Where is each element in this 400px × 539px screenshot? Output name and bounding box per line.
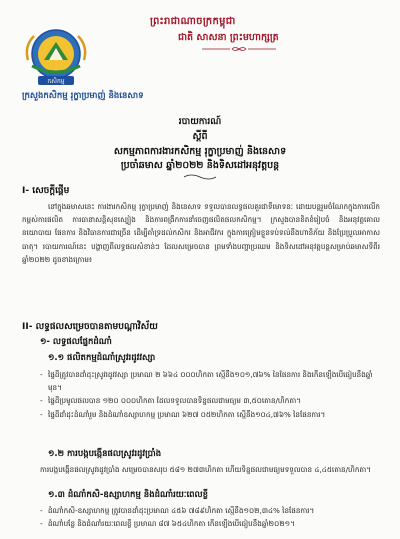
report-period: ប្រចាំឆមាស ឆ្នាំ២០២២ និងទិសដៅអនុវត្តបន្ត xyxy=(120,160,280,171)
section-heading-results: II- លទ្ធផលសម្រេចបានតាមបណ្តាវិស័យ xyxy=(22,322,158,332)
subsection-crops: ១- លទ្ធផលផ្នែកដំណាំ xyxy=(40,337,112,347)
wet-season-bullet-list xyxy=(40,368,380,421)
ministry-name: ក្រសួងកសិកម្ម រុក្ខាប្រមាញ់ និងនេសាទ xyxy=(22,91,144,101)
title-ornament-icon xyxy=(182,173,218,181)
list-item: - ដំណាំកសិ-ឧស្សាហកម្ម ត្រូវបានដាំដុះប្រមាណ ៤៥៦ ៧៨៩ហិកតា ស្មើនឹង១០២,៣៤% នៃផែនការ។ xyxy=(40,504,380,517)
subsection-industrial-crops: ១.៣ ដំណាំកសិ-ឧស្សាហកម្ម និងដំណាំរយៈពេលខ្លី xyxy=(48,490,209,500)
list-item: - ផ្ទៃដីត្រូវបានដាំដុះស្រូវរដូវវស្សា ប្រមាណ ២ ៦៦៤ ០០០ហិកតា ស្មើនឹង១០១,៧៦% នៃផែនការ និងកើនឡើងបើធៀបនឹងឆ្នាំមុន។ xyxy=(40,368,380,394)
list-item: - ដំណាំបន្លែ និងដំណាំរយៈពេលខ្លី ប្រមាណ ៨៧ ៦៥៤ហិកតា កើនឡើងបើធៀបនឹងឆ្នាំ២០២១។ xyxy=(40,517,380,530)
list-item: - ផ្ទៃដីដាំដុះដំណាំរួម និងដំណាំឧស្សាហកម្ម ប្រមាណ ៦២៧ ០៥២ហិកតា ស្មើនឹង១០៤,៧៦% នៃផែនការ។ xyxy=(40,408,380,421)
dry-season-paragraph: ការបង្កបង្កើនផលស្រូវរដូវប្រាំង សម្រេចបានសរុប ៥៨១ ២៧៣ហិកតា ហើយទិន្នផលជាមធ្យមទទួលបាន ៤,៤៥តោន/ហិកតា។ xyxy=(40,465,372,474)
national-motto: ជាតិ សាសនា ព្រះមហាក្សត្រ xyxy=(178,32,279,43)
industrial-crops-bullet-list xyxy=(40,504,380,530)
about-label: ស្តីពី xyxy=(192,131,208,142)
subsection-wet-season-rice: ១.១ ផលិតកម្មដំណាំស្រូវរដូវវស្សា xyxy=(48,353,156,363)
report-label: របាយការណ៍ xyxy=(178,117,222,127)
logo-text: កសិកម្ម xyxy=(47,78,65,85)
section-heading-introduction: I- សេចក្តីផ្តើម xyxy=(22,186,70,196)
ornament-divider-icon xyxy=(200,46,278,52)
introduction-paragraph: នៅក្នុងឆមាសនេះ ការងារកសិកម្ម រុក្ខាប្រមាញ់ និងនេសាទ ទទួលបានលទ្ធផលគួរជាទីមោទនៈ ដោយបន្តរួមចំណែកក្នុងការលើកកម្ពស់ការផលិត ការធានាសន្តិសុខស្បៀង និងការពង្រីកការនាំចេញផលិតផលកសិកម្ម។ ក្រសួងបានខិតខំរៀបចំ និងអនុវត្តគោលនយោបាយ ផែនការ និងវិធានការជាច្រើន ដើម្បីគាំទ្រដល់កសិករ និងអាជីវករ ក្នុងការត្រៀមខ្លួនទប់ទល់នឹងហានិភ័យ និងប្រែប្រួលអាកាសធាតុ។ របាយការណ៍នេះ បង្ហាញពីលទ្ធផលសំខាន់ៗ ដែលសម្រេចបាន ព្រមទាំងបញ្ហាប្រឈម និងទិសដៅអនុវត្តបន្តសម្រាប់ឆមាសទីពីរ ឆ្នាំ២០២២ ដូចខាងក្រោម៖ xyxy=(22,202,380,264)
subsection-dry-season-rice: ១.២ ការបង្កបង្កើនផលស្រូវរដូវប្រាំង xyxy=(48,449,162,459)
kingdom-heading: ព្រះរាជាណាចក្រកម្ពុជា xyxy=(150,16,236,27)
report-subject: សកម្មភាពការងារកសិកម្ម រុក្ខាប្រមាញ់ និងនេសាទ xyxy=(113,146,287,157)
ministry-logo-icon xyxy=(22,26,90,88)
list-item: - ផ្ទៃដីប្រមូលផលបាន ១២០ ០០០ហិកតា ដែលទទួលបានទិន្នផលជាមធ្យម ៣,៥០តោន/ហិកតា។ xyxy=(40,394,380,407)
